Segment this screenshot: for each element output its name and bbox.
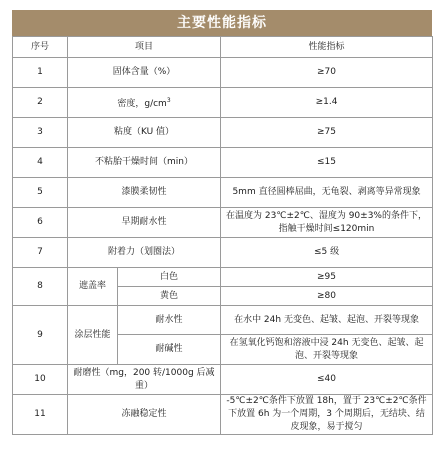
header-row	[13, 37, 433, 58]
row-spec: -5℃±2℃条件下放置 18h，置于 23℃±2℃条件下放置 6h 为一个周期，3 个周期后，无结块、结皮现象，易于搅匀	[221, 395, 433, 435]
table-row	[13, 88, 433, 118]
row-no: 5	[13, 178, 68, 208]
row-no: 1	[13, 58, 68, 88]
row-no: 9	[13, 306, 68, 365]
row-spec: ≤15	[221, 148, 433, 178]
row-no: 3	[13, 118, 68, 148]
row-item-text: 密度，g/cm	[117, 99, 167, 109]
row-spec: ≤40	[221, 365, 433, 395]
table-row	[13, 395, 433, 435]
table-row	[13, 118, 433, 148]
row-spec: 5mm 直径圆棒屈曲，无龟裂、剥离等异常现象	[221, 178, 433, 208]
row-no: 10	[13, 365, 68, 395]
row-spec: ≥95	[221, 268, 433, 287]
row-spec: 在水中 24h 无变色、起皱、起泡、开裂等现象	[221, 306, 433, 335]
table-row	[13, 365, 433, 395]
row-spec: ≥75	[221, 118, 433, 148]
row-item: 固体含量（%）	[68, 58, 221, 88]
table-title: 主要性能指标	[12, 10, 432, 36]
row-no: 7	[13, 238, 68, 268]
row-spec: 在氢氧化钙饱和溶液中浸 24h 无变色、起皱、起泡、开裂等现象	[221, 335, 433, 365]
row-spec: ≥80	[221, 287, 433, 306]
row-spec: ≤5 级	[221, 238, 433, 268]
table-row	[13, 208, 433, 238]
row-spec: ≥70	[221, 58, 433, 88]
row-subitem: 白色	[118, 268, 221, 287]
table-row	[13, 148, 433, 178]
row-item: 耐磨性（mg，200 转/1000g 后减重）	[68, 365, 221, 395]
performance-table	[12, 36, 433, 435]
row-item: 涂层性能	[68, 306, 118, 365]
superscript: 3	[166, 97, 171, 104]
row-item: 粘度（KU 值）	[68, 118, 221, 148]
row-item: 遮盖率	[68, 268, 118, 306]
row-no: 11	[13, 395, 68, 435]
row-subitem: 耐碱性	[118, 335, 221, 365]
row-no: 8	[13, 268, 68, 306]
row-item: 冻融稳定性	[68, 395, 221, 435]
table-row	[13, 306, 433, 335]
row-item: 漆膜柔韧性	[68, 178, 221, 208]
table-row	[13, 178, 433, 208]
row-item: 早期耐水性	[68, 208, 221, 238]
header-item: 项目	[68, 37, 221, 58]
row-item: 附着力（划圈法）	[68, 238, 221, 268]
spec-sheet	[12, 10, 432, 435]
row-no: 4	[13, 148, 68, 178]
header-spec: 性能指标	[221, 37, 433, 58]
row-no: 6	[13, 208, 68, 238]
row-subitem: 黄色	[118, 287, 221, 306]
row-spec: 在温度为 23℃±2℃、湿度为 90±3%的条件下，指触干燥时间≤120min	[221, 208, 433, 238]
table-row	[13, 58, 433, 88]
row-spec: ≥1.4	[221, 88, 433, 118]
row-no: 2	[13, 88, 68, 118]
header-no: 序号	[13, 37, 68, 58]
row-subitem: 耐水性	[118, 306, 221, 335]
table-row	[13, 238, 433, 268]
row-item: 不粘胎干燥时间（min）	[68, 148, 221, 178]
row-item	[68, 88, 221, 118]
table-row	[13, 268, 433, 287]
